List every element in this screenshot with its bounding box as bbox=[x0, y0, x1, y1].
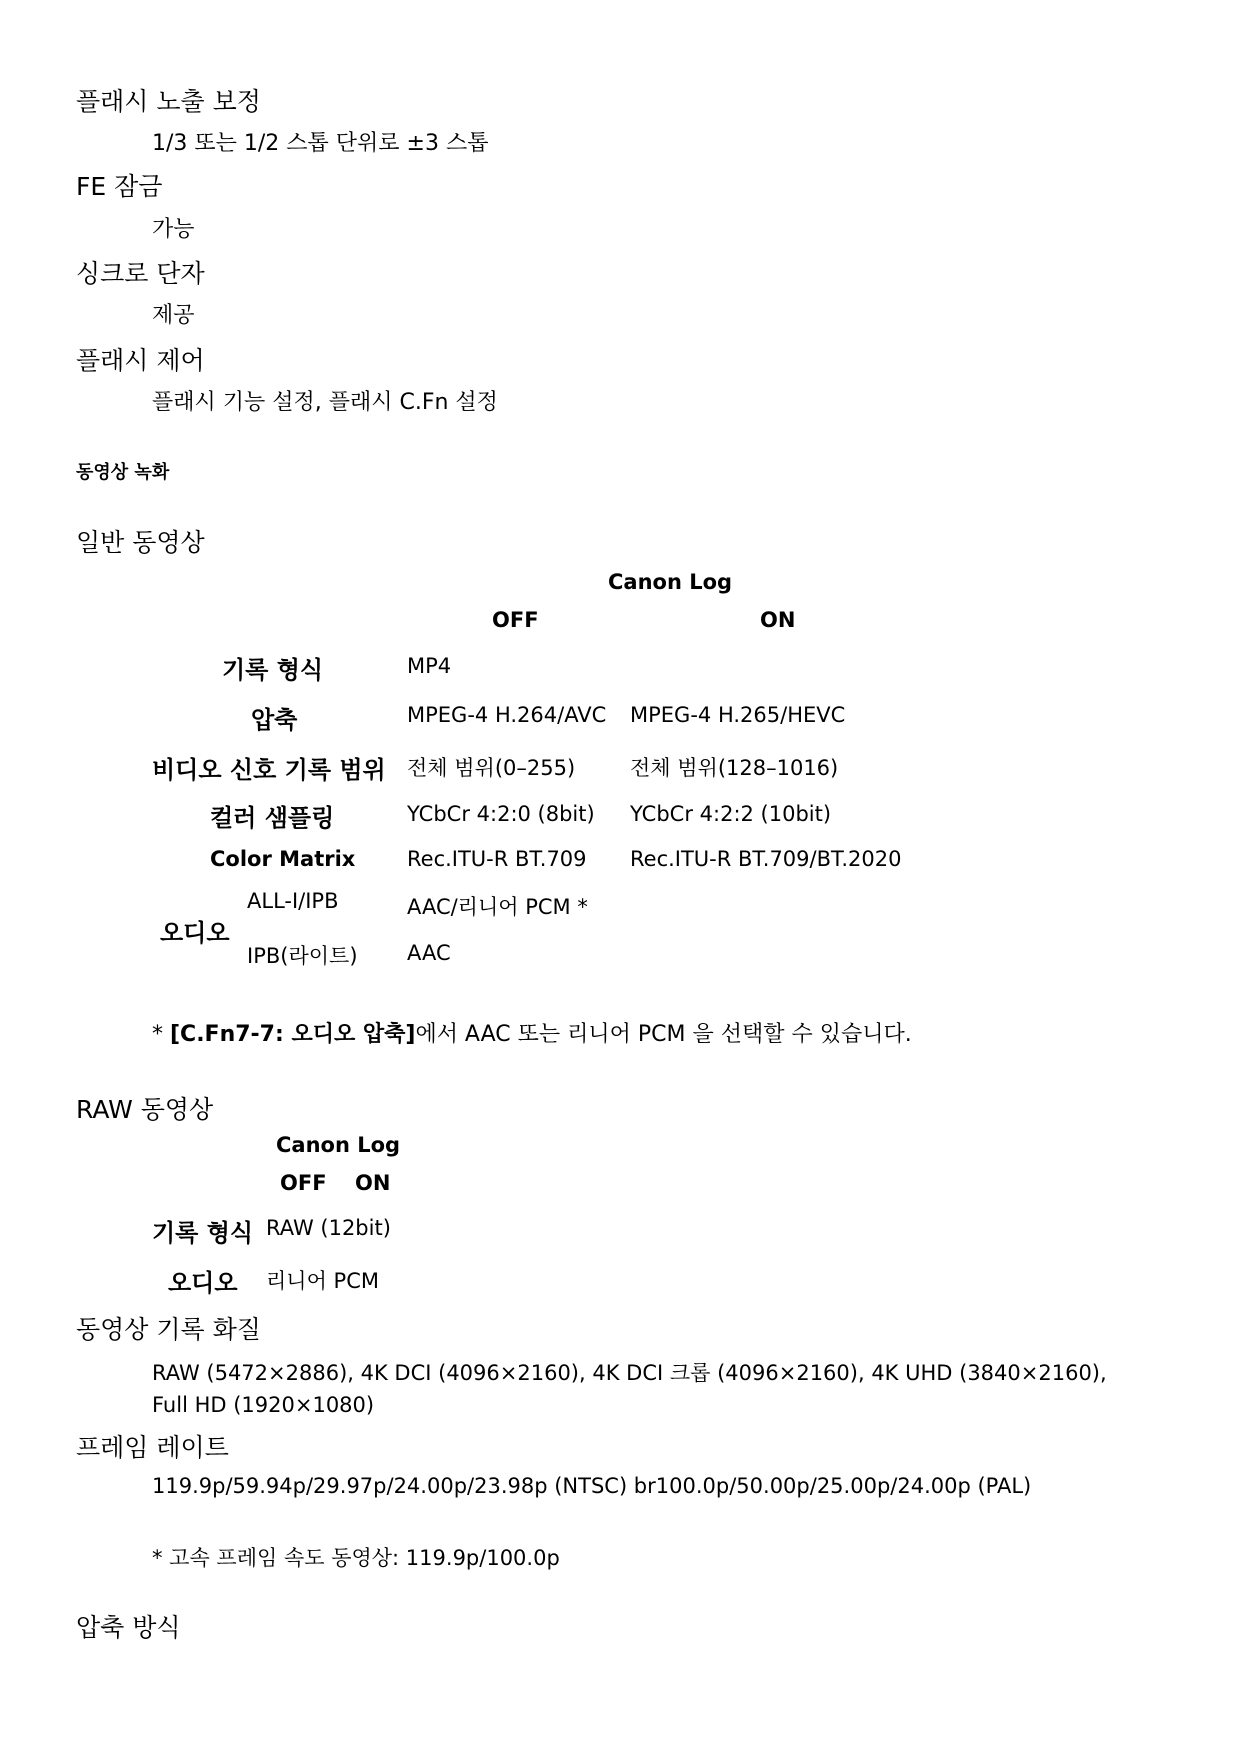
flash-control-label: 플래시 제어 bbox=[76, 346, 205, 375]
recording-quality-line1: RAW (5472×2886), 4K DCI (4096×2160), 4K DCI 크롭 (4096×2160), 4K UHD (3840×2160), bbox=[152, 1361, 1107, 1385]
note-rest: 에서 AAC 또는 리니어 PCM 을 선택할 수 있습니다. bbox=[415, 1022, 912, 1047]
color-matrix-on: Rec.ITU-R BT.709/BT.2020 bbox=[630, 847, 902, 871]
raw-canon-log-header: Canon Log bbox=[276, 1133, 401, 1157]
color-sampling-off: YCbCr 4:2:0 (8bit) bbox=[407, 802, 595, 826]
raw-on-header: ON bbox=[355, 1171, 391, 1195]
signal-range-on: 전체 범위(128–1016) bbox=[630, 756, 839, 780]
recording-quality-line2: Full HD (1920×1080) bbox=[152, 1393, 375, 1417]
canon-log-header: Canon Log bbox=[608, 570, 733, 594]
format-value: MP4 bbox=[407, 654, 452, 678]
audio-sub-all-i-ipb: ALL-I/IPB bbox=[247, 889, 339, 913]
compression-off: MPEG-4 H.264/AVC bbox=[407, 703, 607, 727]
signal-range-label: 비디오 신호 기록 범위 bbox=[152, 756, 386, 784]
color-matrix-label: Color Matrix bbox=[210, 847, 356, 871]
flash-exposure-comp-value: 1/3 또는 1/2 스톱 단위로 ±3 스톱 bbox=[152, 131, 489, 156]
audio-sub-ipb-lite: IPB(라이트) bbox=[247, 944, 358, 968]
fe-lock-value: 가능 bbox=[152, 217, 195, 242]
flash-exposure-comp-label: 플래시 노출 보정 bbox=[76, 87, 261, 116]
audio-label: 오디오 bbox=[160, 919, 230, 947]
audio-compression-note bbox=[152, 1017, 912, 1048]
frame-rate-value: 119.9p/59.94p/29.97p/24.00p/23.98p (NTSC) br100.0p/50.00p/25.00p/24.00p (PAL) bbox=[152, 1474, 1032, 1498]
format-label: 기록 형식 bbox=[222, 656, 324, 684]
color-sampling-on: YCbCr 4:2:2 (10bit) bbox=[630, 802, 832, 826]
compression-label: 압축 bbox=[251, 706, 298, 734]
audio-value-ipb-lite: AAC bbox=[407, 941, 451, 965]
color-matrix-off: Rec.ITU-R BT.709 bbox=[407, 847, 587, 871]
sync-terminal-label: 싱크로 단자 bbox=[76, 259, 205, 288]
audio-value-all-i-ipb: AAC/리니어 PCM * bbox=[407, 895, 588, 919]
raw-format-value: RAW (12bit) bbox=[266, 1216, 391, 1240]
normal-movie-title: 일반 동영상 bbox=[76, 528, 205, 557]
raw-format-label: 기록 형식 bbox=[152, 1219, 254, 1247]
flash-control-value: 플래시 기능 설정, 플래시 C.Fn 설정 bbox=[152, 390, 498, 415]
frame-rate-note: * 고속 프레임 속도 동영상: 119.9p/100.0p bbox=[152, 1546, 560, 1570]
movie-section-title: 동영상 녹화 bbox=[76, 462, 170, 483]
signal-range-off: 전체 범위(0–255) bbox=[407, 756, 576, 780]
on-header: ON bbox=[760, 608, 796, 632]
note-prefix: * bbox=[152, 1022, 170, 1047]
frame-rate-label: 프레임 레이트 bbox=[76, 1433, 229, 1462]
compression-method-label: 압축 방식 bbox=[76, 1613, 181, 1642]
fe-lock-label: FE 잠금 bbox=[76, 172, 163, 201]
raw-off-header: OFF bbox=[280, 1171, 327, 1195]
off-header: OFF bbox=[492, 608, 539, 632]
recording-quality-label: 동영상 기록 화질 bbox=[76, 1315, 261, 1344]
color-sampling-label: 컬러 샘플링 bbox=[210, 804, 335, 832]
raw-audio-label: 오디오 bbox=[168, 1269, 238, 1297]
note-bold: [C.Fn7-7: 오디오 압축] bbox=[170, 1022, 416, 1047]
compression-on: MPEG-4 H.265/HEVC bbox=[630, 703, 846, 727]
raw-audio-value: 리니어 PCM bbox=[266, 1269, 379, 1293]
sync-terminal-value: 제공 bbox=[152, 303, 195, 328]
raw-movie-title: RAW 동영상 bbox=[76, 1095, 214, 1124]
